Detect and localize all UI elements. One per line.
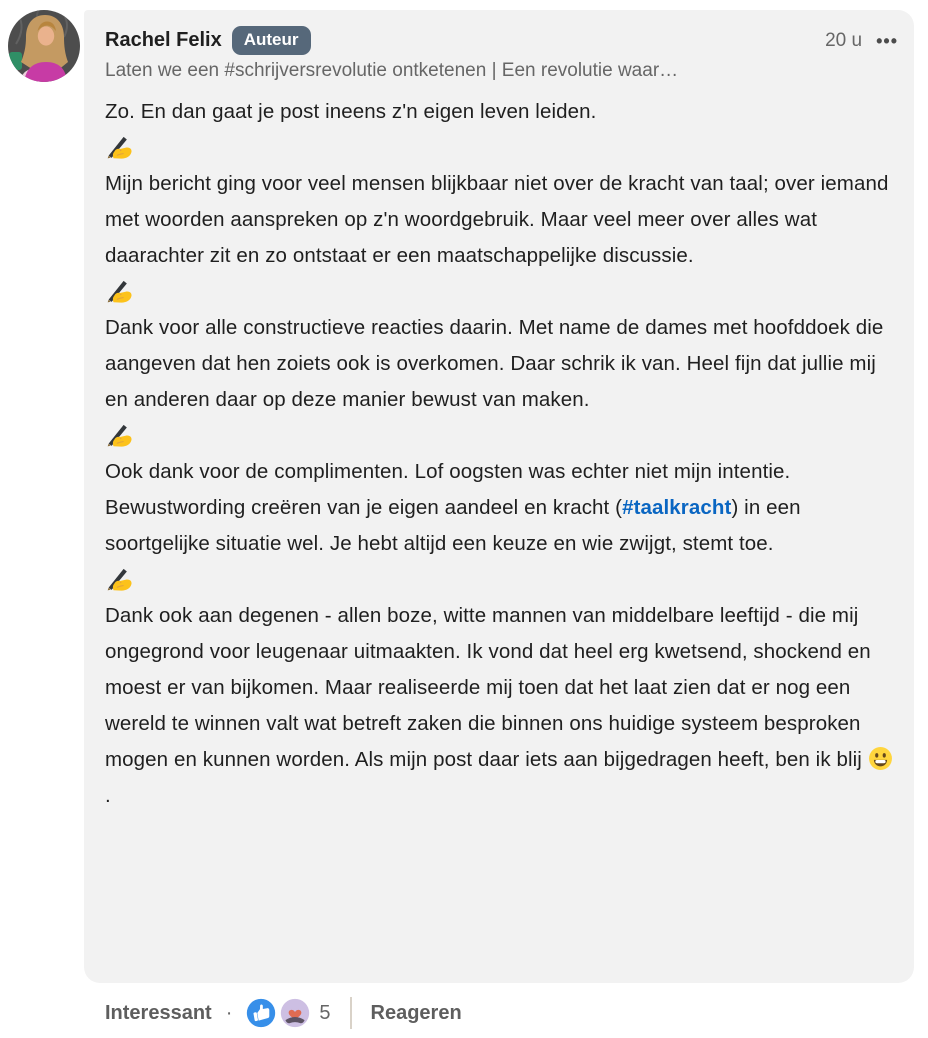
comment-paragraph: Zo. En dan gaat je post ineens z'n eigen leven leiden. (105, 100, 597, 124)
comment-paragraph: Dank ook aan degenen - allen boze, witte mannen van middelbare leeftijd - die mij ongegrond voor leugenaar uitmaakten. Ik vond dat heel erg kwetsend, shockend en moest er van bijkomen. Maar realiseerde mij toen dat het laat zien dat er nog een wereld te winnen valt wat betreft zaken die binnen ons huidige systeem besproken mogen en kunnen worden. Als mijn post daar iets aan bijgedragen heeft, ben ik blij . (105, 598, 898, 814)
avatar-photo (8, 10, 80, 82)
comment-footer (105, 994, 462, 1032)
writing-hand-emoji (105, 132, 134, 159)
footer-divider (350, 997, 352, 1029)
author-headline: Laten we een #schrijversrevolutie ontketenen | Een revolutie waar… (105, 60, 679, 82)
support-reaction-icon[interactable] (280, 998, 310, 1028)
footer-separator: · (225, 1001, 233, 1024)
timestamp: 20 u (825, 29, 863, 51)
like-reaction-icon[interactable] (246, 998, 276, 1028)
writing-hand-emoji (105, 420, 134, 447)
reaction-icons[interactable] (246, 998, 310, 1028)
reaction-count[interactable]: 5 (319, 1001, 331, 1024)
writing-hand-emoji (105, 276, 134, 303)
comment-paragraph (105, 418, 898, 454)
comment-paragraph (105, 274, 898, 310)
grinning-face-emoji (868, 746, 893, 771)
reply-button[interactable]: Reageren (370, 1001, 462, 1024)
comment-bubble (84, 10, 914, 983)
comment-body (105, 94, 898, 814)
comment-paragraph (105, 562, 898, 598)
comment-paragraph (105, 130, 898, 166)
comment-paragraph: Ook dank voor de complimenten. Lof oogsten was echter niet mijn intentie. Bewustwording creëren van je eigen aandeel en kracht (#taalkracht) in een soortgelijke situatie wel. Je hebt altijd een keuze en wie zwijgt, stemt toe. (105, 460, 801, 556)
writing-hand-emoji (105, 564, 134, 591)
author-name[interactable]: Rachel Felix (105, 29, 222, 52)
comment-paragraph: Dank voor alle constructieve reacties daarin. Met name de dames met hoofddoek die aangeven dat hen zoiets ook is overkomen. Daar schrik ik van. Heel fijn dat jullie mij en anderen daar op deze manier bewust van maken. (105, 316, 884, 412)
avatar[interactable] (8, 10, 80, 82)
author-badge: Auteur (232, 26, 311, 55)
react-button[interactable]: Interessant (105, 1001, 212, 1024)
comment-header (105, 26, 898, 55)
comment-paragraph: Mijn bericht ging voor veel mensen blijkbaar niet over de kracht van taal; over iemand met woorden aanspreken op z'n woordgebruik. Maar veel meer over alles wat daarachter zit en zo ontstaat er een maatschappelijke discussie. (105, 172, 889, 268)
overflow-menu-icon[interactable]: ••• (876, 30, 898, 51)
hashtag-link[interactable]: #taalkracht (622, 496, 732, 520)
